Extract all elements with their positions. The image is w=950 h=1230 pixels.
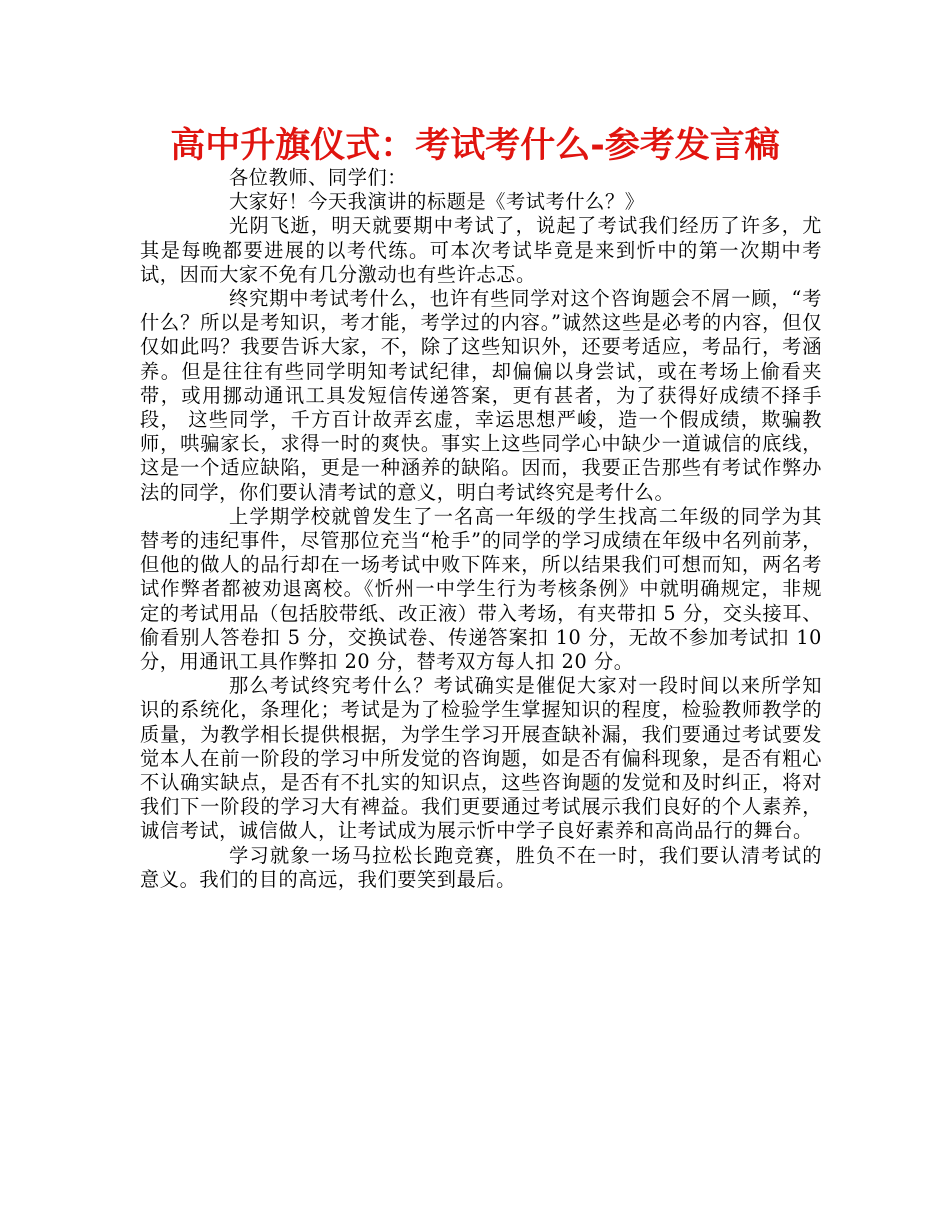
greeting-paragraph: 大家好！今天我演讲的标题是《考试考什么？》 xyxy=(229,190,645,214)
body-paragraph: 上学期学校就曾发生了一名高一年级的学生找高二年级的同学为其替考的违纪事件，尽管那位充当“枪手”的同学的学习成绩在年级中名列前茅，但他的做人的品行却在一场考试中败下阵来，所以结果我们可想而知，两名考试作弊者都被劝退离校。《忻州一中学生行为考核条例》中就明确规定，非规定的考试用品（包括胶带纸、改正液）带入考场，有夹带扣 5 分，交头接耳、偷看别人答卷扣 5 分，交换试卷、传递答案扣 10 分，无故不参加考试扣 10 分，用通讯工具作弊扣 20 分，替考双方每人扣 20 分。 xyxy=(140,504,822,674)
intro-paragraph: 光阴飞逝，明天就要期中考试了，说起了考试我们经历了许多，尤其是每晚都要进展的以考代练。可本次考试毕竟是来到忻中的第一次期中考试，因而大家不免有几分激动也有些许忐忑。 xyxy=(140,214,822,286)
salutation-paragraph: 各位教师、同学们： xyxy=(229,166,408,189)
document-title: 高中升旗仪式：考试考什么-参考发言稿 xyxy=(170,126,780,166)
body-paragraph: 那么考试终究考什么？考试确实是催促大家对一段时间以来所学知识的系统化，条理化；考试是为了检验学生掌握知识的程度，检验教师教学的质量，为教学相长提供根据，为学生学习开展查缺补漏，我们要通过考试要发觉本人在前一阶段的学习中所发觉的咨询题，如是否有偏科现象，是否有粗心不认确实缺点，是否有不扎实的知识点，这些咨询题的发觉和及时纠正，将对我们下一阶段的学习大有裨益。我们更要通过考试展示我们良好的个人素养，诚信考试，诚信做人，让考试成为展示忻中学子良好素养和高尚品行的舞台。 xyxy=(140,674,822,843)
body-paragraph: 终究期中考试考什么，也许有些同学对这个咨询题会不屑一顾，“考什么？所以是考知识，考才能，考学过的内容。”诚然这些是必考的内容，但仅仅如此吗？我要告诉大家，不，除了这些知识外，还要考适应，考品行，考涵养。但是往往有些同学明知考试纪律，却偏偏以身尝试，或在考场上偷看夹带，或用挪动通讯工具发短信传递答案，更有甚者，为了获得好成绩不择手段， 这些同学，千方百计故弄玄虚，幸运思想严峻，造一个假成绩，欺骗教师，哄骗家长，求得一时的爽快。事实上这些同学心中缺少一道诚信的底线，这是一个适应缺陷，更是一种涵养的缺陷。因而，我要正告那些有考试作弊办法的同学，你们要认清考试的意义，明白考试终究是考什么。 xyxy=(140,287,822,504)
closing-paragraph: 学习就象一场马拉松长跑竞赛，胜负不在一时，我们要认清考试的意义。我们的目的高远，我们要笑到最后。 xyxy=(140,843,822,891)
document-body xyxy=(140,166,822,892)
